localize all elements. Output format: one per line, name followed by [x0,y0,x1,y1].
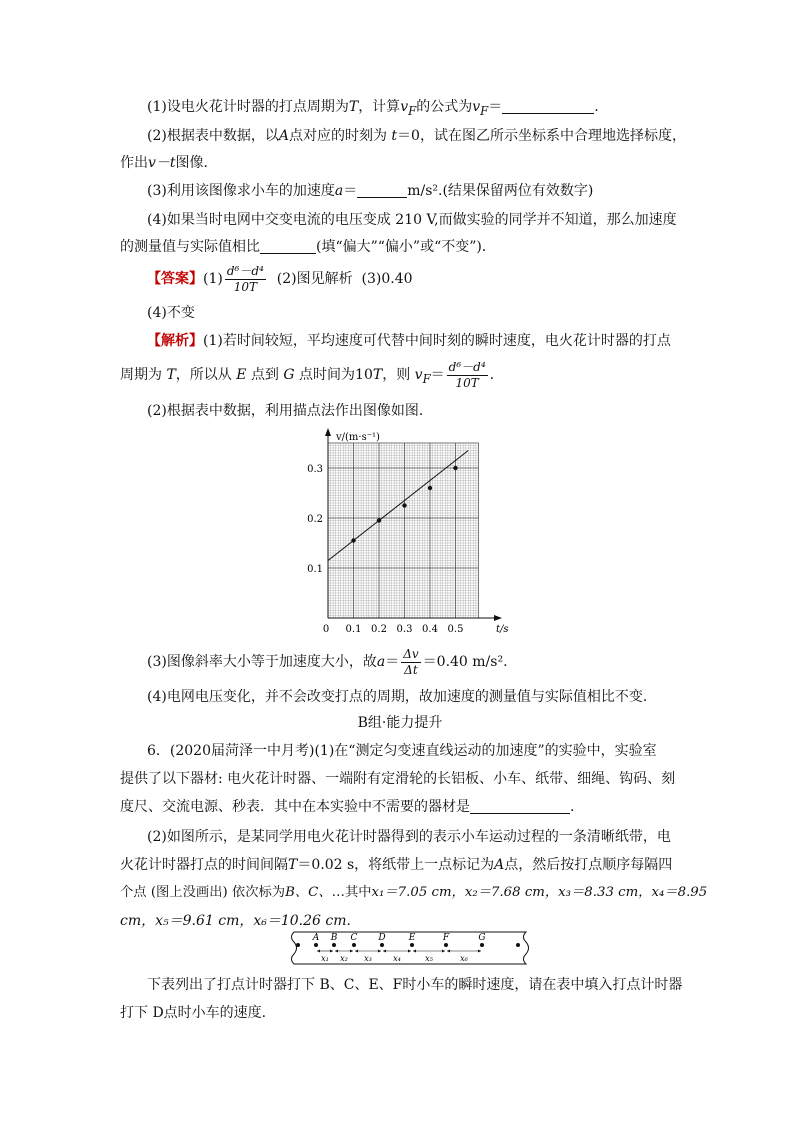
tape-segment-label: x₅ [425,954,433,963]
x-tick-label: 0.3 [396,624,413,635]
tape-dot [380,943,384,947]
analysis-line5 [147,686,707,708]
tape-dot [332,943,336,947]
section-b-heading: B组·能力提升 [357,715,443,731]
answer-blank[interactable] [260,237,316,254]
text: . [594,99,599,115]
tape-dot [296,943,300,947]
fraction-numerator: Δv [403,646,419,661]
text: ，所以从 [175,367,232,383]
tape-point-label: G [478,933,486,943]
var-T: T [166,367,176,383]
answer-fraction [225,264,266,295]
text: 作出 [120,155,148,171]
data-point [351,538,355,542]
tape-segment-label: x₄ [393,954,401,963]
data-point [453,466,457,470]
text: 点对应的时刻为 [288,128,387,144]
text: ＝0，试在图乙所示坐标系中合理地选择标度， [397,128,686,144]
tape-point-label: E [408,933,416,943]
q5-part3 [147,180,707,202]
text: 的测量值与实际值相比 [120,239,260,255]
text: (1) [203,271,223,287]
text: (2)如图所示，是某同学用电火花计时器得到的表示小车运动过程的一条清晰纸带，电 [147,829,671,845]
text: 6．(2020届菏泽一中月考)(1)在“测定匀变速直线运动的加速度”的实验中，实验室 [147,743,657,759]
text: ＝ [488,99,503,115]
paper-tape-diagram [288,928,532,968]
text: (4)电网电压变化，并不会改变打点的周期，故加速度的测量值与实际值相比不变． [147,689,657,705]
data-point [402,503,406,507]
v-t-chart [300,422,520,640]
y-axis-arrow [325,428,331,436]
text: (1)设电火花计时器的打点周期为 [147,99,349,115]
q5-part2-line1 [147,125,707,147]
answer-blank[interactable] [470,797,570,814]
tape-point-label: B [330,933,338,943]
x-axis-label: t/s [496,624,509,635]
text: 提供了以下器材: 电火花计时器、一端附有定滑轮的长铝板、小车、纸带、细绳、钩码、刻 [120,771,676,787]
tape-point-label: D [378,933,386,943]
measurements: cm，x₅＝9.61 cm，x₆＝10.26 cm. [120,913,351,929]
var-vt: v－t [148,155,176,171]
text: ＝ [385,654,400,670]
analysis-fraction [447,360,488,391]
tape-point-label: A [312,933,320,943]
var-E: E [236,367,247,383]
var-A: A [494,857,505,873]
tape-segment-label: x₃ [364,954,372,963]
q6-line3 [120,796,680,818]
var-v: v [472,99,481,115]
text: 的公式为 [416,99,473,115]
analysis-line4 [147,644,707,680]
text: 点，然后按打点顺序每隔四 [504,857,673,873]
fraction-denominator: 10T [233,279,257,294]
text: m/s².(结果保留两位有效数字) [407,183,594,199]
var-T: T [372,367,383,383]
fraction-numerator: d⁶－d⁴ [226,263,264,278]
q5-part4-line2 [120,236,680,258]
text: 度尺、交流电源、秒表．其中在本实验中不需要的器材是 [120,799,470,815]
answer-blank[interactable] [502,97,594,114]
text: (2)根据表中数据，利用描点法作出图像如图． [147,403,433,419]
var-v: v [414,367,423,383]
q6-line4 [147,826,707,848]
text: (3)图像斜率大小等于加速度大小，故 [147,654,377,670]
slope-fraction [401,647,420,678]
tape-segment-label: x₂ [340,954,348,963]
text: (2)图见解析 [276,271,353,287]
text: 打下 D点时小车的速度. [120,1005,267,1021]
text: (3)利用该图像求小车的加速度 [147,183,335,199]
x-axis-arrow [494,615,502,621]
q5-part2-line2 [120,152,680,174]
text: 图像． [175,155,218,171]
tape-dot [516,943,520,947]
text: 点时间为10 [299,367,373,383]
measurements: x₁＝7.05 cm，x₂＝7.68 cm，x₃＝8.33 cm，x₄＝8.95 [371,885,708,900]
text: 周期为 [120,367,162,383]
x-tick-label: 0.1 [345,624,362,635]
text: (2)根据表中数据，以 [147,128,279,144]
q6-line5 [120,854,680,876]
var-G: G [283,367,295,383]
analysis-tag: 【解析】 [147,333,203,349]
text: (3)0.40 [361,271,413,287]
text: …其中 [331,885,372,900]
fraction-denominator: 10T [455,375,479,390]
fraction-numerator: d⁶－d⁴ [448,359,486,374]
answer-blank[interactable] [357,181,407,198]
var-A: A [278,128,289,144]
q6-line6 [120,882,708,904]
tape-dot [314,943,318,947]
tape-dot [352,943,356,947]
q6-line1 [147,740,707,762]
text: (4)不变 [147,305,195,321]
text: . [489,367,495,383]
var-a: a [376,654,386,670]
text: ＝0.40 m/s². [422,654,508,670]
data-point [377,518,381,522]
answer-line2 [147,302,707,324]
y-tick-label: 0.3 [307,464,323,475]
analysis-line1 [147,330,707,352]
x-tick-label: 0.5 [447,624,464,635]
var-T: T [288,857,298,873]
text: ＝ [430,367,445,383]
fraction-denominator: Δt [404,662,418,677]
x-tick-label: 0.2 [371,624,387,635]
sub-F: F [480,103,489,118]
tape-dot [444,943,448,947]
tape-dot [410,943,414,947]
y-axis-label: v/(m·s⁻¹) [336,432,380,443]
text: 火花计时器打点的时间间隔 [120,857,288,873]
sub-F: F [408,103,417,118]
q6-line8 [147,974,707,996]
q5-part4-line1 [147,209,707,231]
var-t: t [391,128,398,144]
answer-tag: 【答案】 [147,271,203,287]
text: ＝0.02 s，将纸带上一点标记为 [297,857,495,873]
analysis-line3 [147,400,707,422]
text: ，计算 [358,99,401,115]
y-tick-label: 0.1 [307,564,323,575]
text: . [570,799,575,815]
tape-dot [480,943,484,947]
tape-segment-label: x₆ [460,954,468,963]
text: (填“偏大”“偏小”或“不变”)． [316,239,496,255]
text: 下表列出了打点计时器打下 B、C、E、F时小车的瞬时速度，请在表中填入打点计时器 [147,977,683,993]
text: (1)若时间较短，平均速度可代替中间时刻的瞬时速度，电火花计时器的打点 [203,333,671,349]
q5-part1 [147,96,707,122]
origin-label: 0 [322,624,330,635]
text: ＝ [343,183,358,199]
text: 个点 (图上没画出) 依次标为 [120,885,286,900]
text: 点到 [250,367,279,383]
var-a: a [334,183,344,199]
tape-point-label: C [350,933,358,943]
data-point [428,486,432,490]
sub-F: F [422,371,431,386]
var-BC: B、C、 [285,885,332,900]
q6-line2 [120,768,680,790]
text: (4)如果当时电网中交变电流的电压变成 210 V,而做实验的同学并不知道，那么加速度 [147,212,677,228]
analysis-line2 [120,358,680,396]
q6-line9 [120,1002,680,1024]
y-tick-label: 0.2 [307,514,323,525]
x-tick-label: 0.4 [422,624,438,635]
var-T: T [348,99,359,115]
text: ，则 [382,367,411,383]
tape-segment-label: x₁ [321,954,329,963]
tape-point-label: F [442,933,450,943]
answer-line [147,262,707,296]
var-v: v [400,99,409,115]
